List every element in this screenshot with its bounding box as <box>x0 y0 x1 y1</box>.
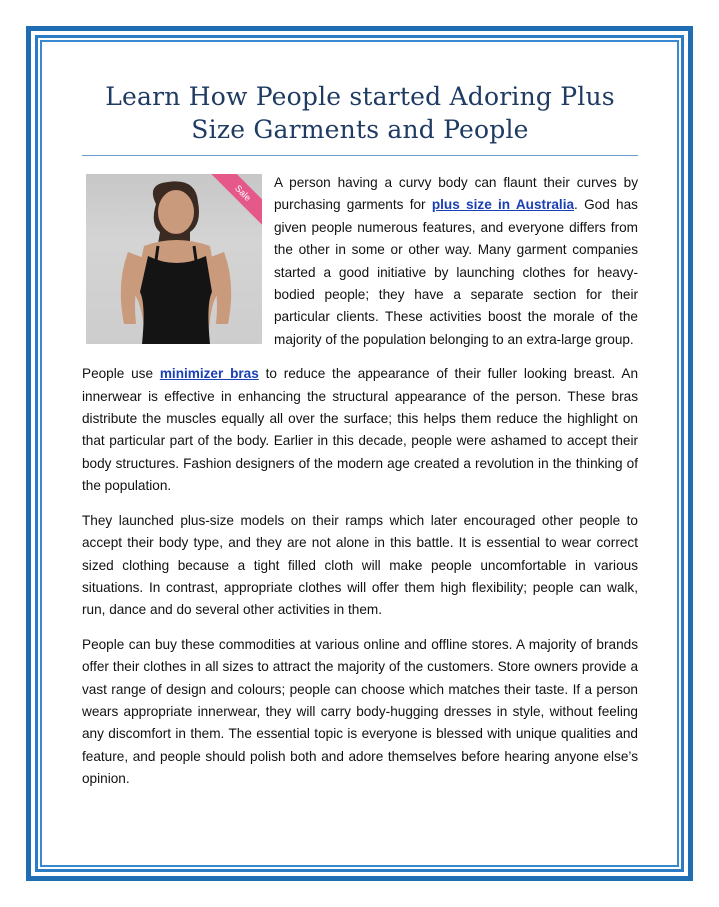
plus-size-australia-link[interactable]: plus size in Australia <box>431 197 575 213</box>
title-divider <box>82 155 638 156</box>
paragraph-4: People can buy these commodities at various online and offline stores. A majority of brands offer their clothes in all sizes to attract the majority of the customers. Store owners provide a vast range of design and colours; people can choose which matches their taste. If a person wears appropriate innerwear, they will carry body-hugging dresses in style, without feeling any discomfort in them. The essential topic is everyone is blessed with unique qualities and feature, and people should polish both and adore themselves before hearing anyone else’s opinion. <box>82 636 638 787</box>
paragraph-1 <box>82 172 638 351</box>
paragraph-3: They launched plus-size models on their ramps which later encouraged other people to accept their body type, and they are not alone in this battle. It is essential to wear correct sized clothing because a tight filled cloth will make people uncomfortable in various situations. In contrast, appropriate clothes will offer them high flexibility; people can walk, run, dance and do several other activities in them. <box>82 512 638 618</box>
paragraph-1-text-a: A person having a curvy body can flaunt their curves by purchasing garments for <box>274 175 638 213</box>
article-title <box>82 80 638 146</box>
paragraph-2 <box>82 363 638 497</box>
paragraph-1-text-b: . God has given people numerous features, and everyone differs from the other in some or other way. Many garment companies started a good initiative by launching clothes for heavy-bodied people; they have a separate section for their particular clients. These activities boost the morale of the majority of the population belonging to an extra-large group. <box>274 197 638 347</box>
paragraph-2-text-a: People use <box>82 366 160 382</box>
title-line-1: Learn How People started Adoring Plus <box>105 82 615 111</box>
minimizer-bras-link[interactable]: minimizer bras <box>159 366 259 382</box>
title-line-2: Size Garments and People <box>191 115 529 144</box>
model-illustration <box>86 174 262 344</box>
product-photo <box>86 174 262 344</box>
paragraph-2-text-b: to reduce the appearance of their fuller looking breast. An innerwear is effective in enhancing the structural appearance of the person. These bras distribute the muscles equally all over the surface; this helps them reduce the highlight on that particular part of the body. Earlier in this decade, people were ashamed to accept their body structures. Fashion designers of the modern age created a revolution in the thinking of the population. <box>82 366 638 494</box>
article <box>82 80 638 791</box>
sale-ribbon: Sale <box>208 174 262 228</box>
